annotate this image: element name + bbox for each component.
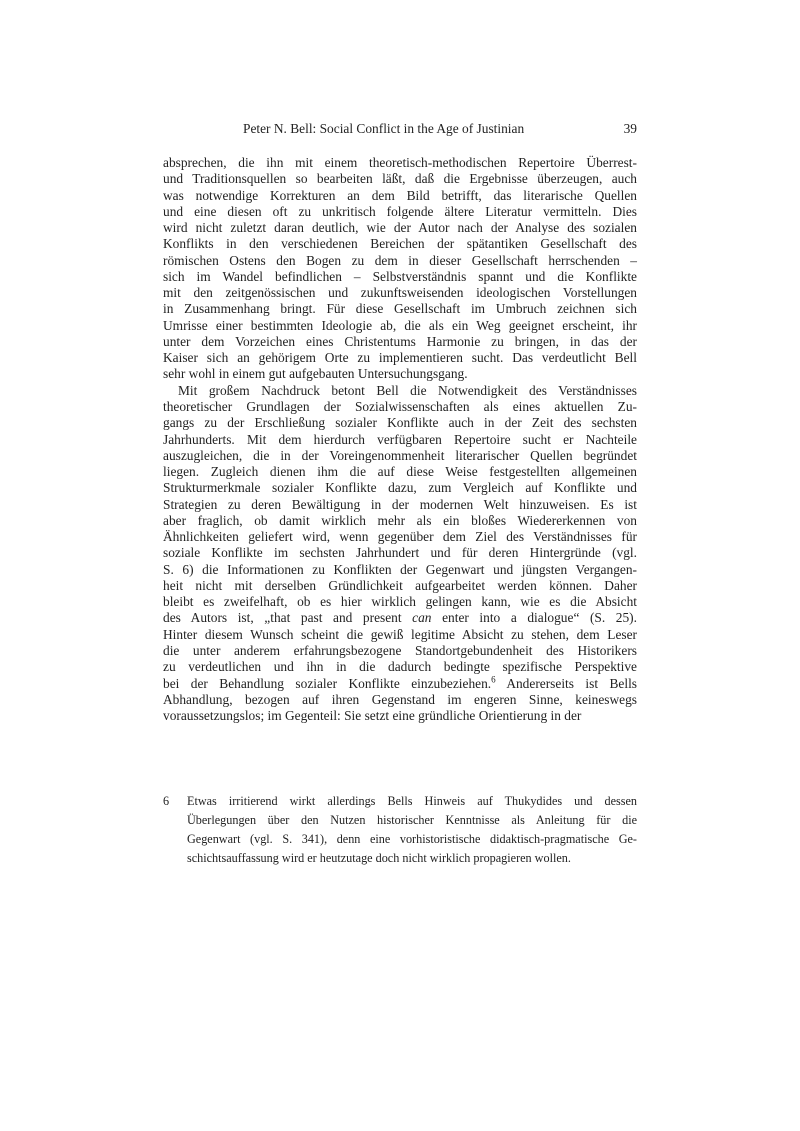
text-span: enter into a dialogue“ (S. 25). — [431, 610, 637, 626]
text-line: zu verdeutlichen und ihn in die dadurch bedingte spezifische Perspektive — [163, 659, 637, 675]
text-line: Ähnlichkeiten geliefert wird, wenn gegenüber dem Ziel des Verständnisses für — [163, 529, 637, 545]
text-line: Mit großem Nachdruck betont Bell die Notwendigkeit des Verständnisses — [178, 382, 637, 398]
running-header — [163, 120, 637, 137]
text-line: und Traditionsquellen so bearbeiten läßt, daß die Ergebnisse überzeugen, auch — [163, 171, 637, 187]
footnote-text — [187, 792, 637, 868]
text-line: und eine diesen oft zu unkritisch folgende ältere Literatur vermitteln. Dies — [163, 203, 637, 219]
text-line: die unter anderem erfahrungsbezogene Standortgebundenheit des Historikers — [163, 642, 637, 658]
text-line: liegen. Zugleich dienen ihm die auf diese Weise festgestellten allgemeinen — [163, 464, 637, 480]
text-line: in Zusammenhang bringt. Für diese Gesellschaft im Umbruch zeichnen sich — [163, 301, 637, 317]
text-line — [163, 610, 637, 626]
text-line: aber fraglich, ob damit wirklich mehr als ein bloßes Wiedererkennen von — [163, 512, 637, 528]
text-span: Andererseits ist Bells — [495, 675, 638, 691]
text-line: was notwendige Korrekturen an dem Bild betrifft, das literarische Quellen — [163, 187, 637, 203]
text-line: schichtsauffassung wird er heutzutage doch nicht wirklich propagieren wollen. — [187, 851, 571, 865]
text-line: Gegenwart (vgl. S. 341), denn eine vorhistoristische didaktisch-pragmatische Ge- — [187, 832, 637, 846]
text-line: Abhandlung, bezogen auf ihren Gegenstand im engeren Sinne, keineswegs — [163, 691, 637, 707]
footnote-reference[interactable]: 6 — [491, 674, 496, 685]
text-line: Strukturmerkmale sozialer Konflikte dazu, zum Vergleich auf Konflikte und — [163, 480, 637, 496]
text-line: soziale Konflikte im sechsten Jahrhundert und für deren Hintergründe (vgl. — [163, 545, 637, 561]
text-line — [163, 676, 637, 692]
footnote-number: 6 — [163, 794, 170, 808]
text-line: auszugleichen, die in der Voreingenommenheit literarischer Quellen begründet — [163, 447, 637, 463]
text-span: bei der Behandlung sozialer Konflikte einzubeziehen. — [163, 675, 492, 691]
text-line: sehr wohl in einem gut aufgebauten Untersuchungsgang. — [163, 366, 468, 382]
text-line: Jahrhunderts. Mit dem hierdurch verfügbaren Repertoire sucht er Nachteile — [163, 431, 637, 447]
text-line: Kaiser sich an gehörigem Orte zu implementieren sucht. Das verdeutlicht Bell — [163, 350, 637, 366]
footnote-6 — [163, 792, 637, 868]
text-line: gangs zu der Erschließung sozialer Konflikte auch in der Zeit des sechsten — [163, 415, 637, 431]
text-line: S. 6) die Informationen zu Konflikten der Gegenwart und jüngsten Vergangen- — [163, 561, 637, 577]
paragraph-1 — [163, 155, 637, 383]
text-span: des Autors ist, „that past and present — [163, 610, 413, 626]
text-line: römischen Ostens den Bogen zu dem in dieser Gesellschaft herrschenden – — [163, 252, 637, 268]
text-line: wird nicht zuletzt daran deutlich, wie der Autor nach der Analyse des sozialen — [163, 220, 637, 236]
text-line: Überlegungen über den Nutzen historischer Kenntnisse als Anleitung für die — [187, 813, 637, 827]
footnotes — [163, 792, 637, 868]
text-line: voraussetzungslos; im Gegenteil: Sie setzt eine gründliche Orientierung in der — [163, 708, 582, 724]
text-line: Konflikts in den verschiedenen Bereichen der spätantiken Gesellschaft des — [163, 236, 637, 252]
text-line: sich im Wandel befindlichen – Selbstverständnis spannt und die Konflikte — [163, 268, 637, 284]
running-title: Peter N. Bell: Social Conflict in the Age of Justinian — [243, 121, 525, 136]
text-line: bleibt es zweifelhaft, ob es hier wirklich gelingen kann, wie es die Absicht — [163, 594, 637, 610]
text-line: theoretischer Grundlagen der Sozialwissenschaften als eines aktuellen Zu- — [163, 398, 637, 414]
text-line: unter dem Vorzeichen eines Christentums Harmonie zu bringen, in das der — [163, 333, 637, 349]
page-number: 39 — [623, 121, 637, 136]
text-line: Umrisse einer bestimmten Ideologie ab, die als ein Weg geeignet erscheint, ihr — [163, 317, 637, 333]
text-line: Hinter diesem Wunsch scheint die gewiß legitime Absicht zu stehen, dem Leser — [163, 626, 637, 642]
text-line: Etwas irritierend wirkt allerdings Bells Hinweis auf Thukydides und dessen — [187, 794, 637, 808]
body-text — [163, 155, 637, 724]
text-line: absprechen, die ihn mit einem theoretisch-methodischen Repertoire Überrest- — [163, 155, 637, 170]
text-span: can — [412, 610, 432, 626]
text-line: heit nicht mit derselben Gründlichkeit aufgearbeitet werden können. Daher — [163, 577, 637, 593]
paragraph-2 — [163, 383, 637, 725]
text-line: Strategien zu deren Bewältigung in der modernen Welt hinzuweisen. Es ist — [163, 496, 637, 512]
text-line: mit den zeitgenössischen und zukunftsweisenden ideologischen Vorstellungen — [163, 285, 637, 301]
